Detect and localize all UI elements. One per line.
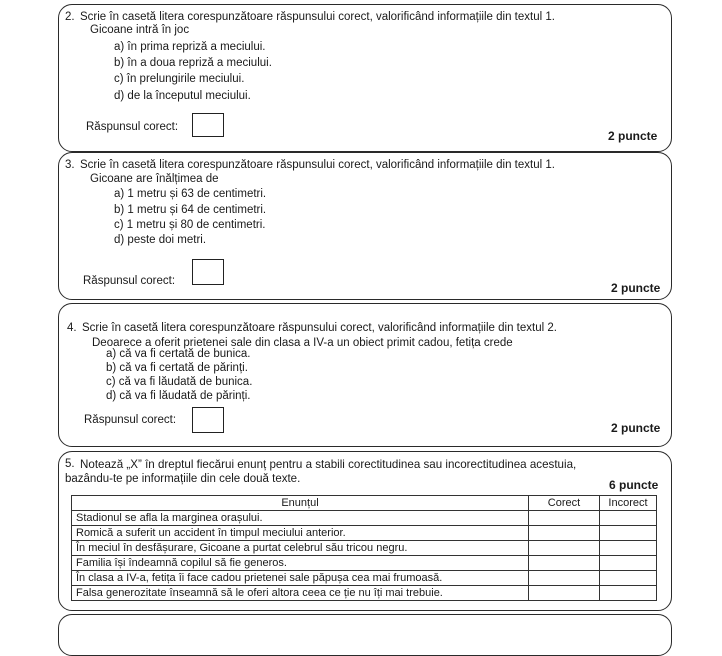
correct-cell[interactable] [529, 511, 600, 526]
question-5-points: 6 puncte [609, 478, 659, 492]
question-2-option-b: b) în a doua repriză a meciului. [114, 57, 272, 69]
question-2-points: 2 puncte [608, 129, 658, 143]
statement-cell: Falsa generozitate înseamnă să le oferi altora ceea ce ție nu îți mai trebuie. [72, 586, 529, 601]
true-false-table [71, 495, 657, 601]
correct-cell[interactable] [529, 571, 600, 586]
incorrect-cell[interactable] [600, 586, 657, 601]
table-row [72, 526, 657, 541]
question-4-option-d: d) că va fi lăudată de părinți. [106, 390, 251, 402]
question-3-option-c: c) 1 metru și 80 de centimetri. [114, 219, 266, 231]
question-4-answer-box[interactable] [192, 407, 224, 433]
header-incorrect: Incorect [600, 496, 657, 511]
table-row [72, 541, 657, 556]
question-2-option-c: c) în prelungirile meciului. [114, 73, 245, 85]
header-correct: Corect [529, 496, 600, 511]
statement-cell: Romică a suferit un accident în timpul meciului anterior. [72, 526, 529, 541]
incorrect-cell[interactable] [600, 556, 657, 571]
question-5-instruction-line1: Notează „X” în dreptul fiecărui enunț pentru a stabili corectitudinea sau incorectitudinea acestuia, [80, 458, 577, 471]
question-2-instruction: Scrie în casetă litera corespunzătoare răspunsului corect, valorificând informațiile din textul 1. [80, 11, 555, 23]
question-3-option-a: a) 1 metru și 63 de centimetri. [114, 188, 267, 200]
question-5-number: 5. [65, 458, 75, 470]
question-3-answer-label: Răspunsul corect: [83, 275, 176, 287]
table-row [72, 571, 657, 586]
question-4-stem: Deoarece a oferit prietenei sale din clasa a IV-a un obiect primit cadou, fetița crede [92, 337, 513, 349]
question-2-option-d: d) de la începutul meciului. [114, 90, 251, 102]
question-2-answer-box[interactable] [192, 113, 224, 137]
table-header-row [72, 496, 657, 511]
question-2-number: 2. [65, 11, 75, 23]
question-3-card [58, 152, 672, 300]
question-4-card [58, 303, 672, 447]
question-4-instruction: Scrie în casetă litera corespunzătoare răspunsului corect, valorificând informațiile din textul 2. [82, 322, 557, 334]
incorrect-cell[interactable] [600, 541, 657, 556]
incorrect-cell[interactable] [600, 571, 657, 586]
incorrect-cell[interactable] [600, 526, 657, 541]
correct-cell[interactable] [529, 541, 600, 556]
question-4-number: 4. [67, 322, 77, 334]
question-2-card [58, 4, 672, 152]
table-row [72, 586, 657, 601]
question-3-points: 2 puncte [611, 281, 661, 295]
question-3-number: 3. [65, 159, 75, 171]
question-3-answer-box[interactable] [192, 259, 224, 285]
question-2-stem: Gicoane intră în joc [90, 24, 190, 36]
question-5-instruction-line2: bazându-te pe informațiile din cele două texte. [65, 473, 301, 485]
question-4-option-a: a) că va fi certată de bunica. [106, 348, 251, 360]
table-row [72, 556, 657, 571]
next-card-edge [58, 614, 672, 656]
question-4-answer-label: Răspunsul corect: [84, 414, 177, 426]
statement-cell: În clasa a IV-a, fetița îi face cadou prietenei sale păpușa cea mai frumoasă. [72, 571, 529, 586]
question-2-answer-label: Răspunsul corect: [86, 121, 179, 133]
correct-cell[interactable] [529, 556, 600, 571]
statement-cell: În meciul în desfășurare, Gicoane a purtat celebrul său tricou negru. [72, 541, 529, 556]
question-4-option-c: c) că va fi lăudată de bunica. [106, 376, 253, 388]
header-statement: Enunțul [72, 496, 529, 511]
table-row [72, 511, 657, 526]
correct-cell[interactable] [529, 586, 600, 601]
statement-cell: Familia își îndeamnă copilul să fie generos. [72, 556, 529, 571]
question-4-option-b: b) că va fi certată de părinți. [106, 362, 248, 374]
question-3-option-b: b) 1 metru și 64 de centimetri. [114, 204, 267, 216]
statement-cell: Stadionul se afla la marginea orașului. [72, 511, 529, 526]
incorrect-cell[interactable] [600, 511, 657, 526]
question-4-points: 2 puncte [611, 421, 661, 435]
question-3-instruction: Scrie în casetă litera corespunzătoare răspunsului corect, valorificând informațiile din textul 1. [80, 159, 555, 171]
question-3-stem: Gicoane are înălțimea de [90, 173, 219, 185]
question-2-option-a: a) în prima repriză a meciului. [114, 41, 266, 53]
question-5-card [58, 451, 672, 611]
question-3-option-d: d) peste doi metri. [114, 234, 207, 246]
correct-cell[interactable] [529, 526, 600, 541]
